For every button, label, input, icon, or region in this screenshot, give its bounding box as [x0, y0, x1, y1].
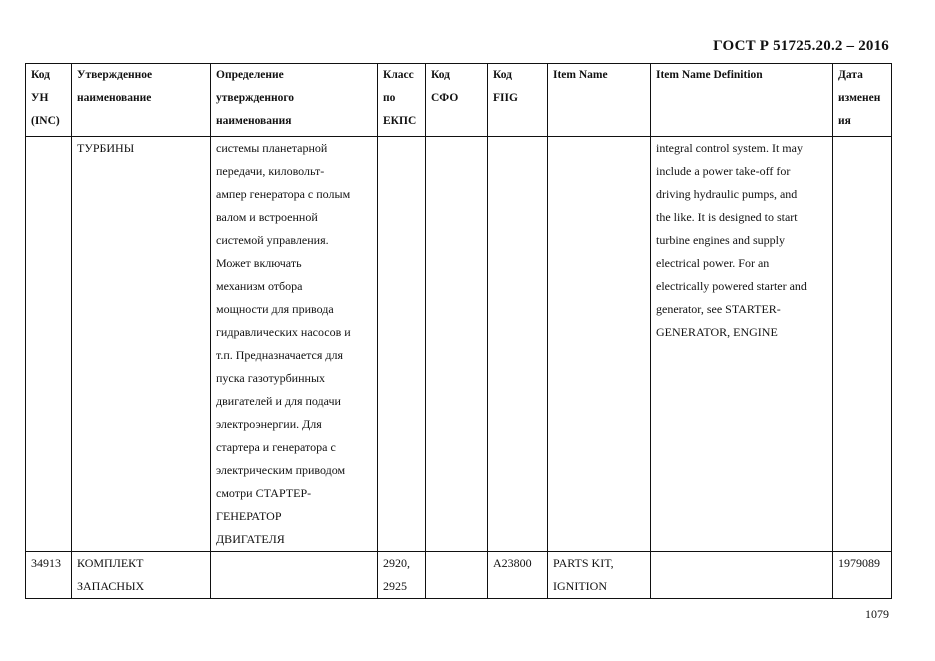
- col-header-fiig: Код FIIG: [488, 64, 548, 137]
- cell-text-line: смотри СТАРТЕР-: [216, 486, 312, 500]
- cell-text-line: мощности для привода: [216, 302, 334, 316]
- cell-text-line: электрическим приводом: [216, 463, 346, 477]
- cell-text-line: electrical power. For an: [656, 256, 770, 270]
- cell-text-line: PARTS KIT,: [553, 556, 614, 570]
- cell-item-definition: [651, 137, 833, 552]
- cell-text-line: системы планетарной: [216, 141, 328, 155]
- cell-text-line: ЗАПАСНЫХ: [77, 579, 145, 593]
- cell-text-line: generator, see STARTER-: [656, 302, 781, 316]
- cell-definition: [211, 552, 378, 599]
- cell-text-line: electrically powered starter and: [656, 279, 807, 293]
- cell-inc: [26, 552, 72, 599]
- cell-item-name: [548, 137, 651, 552]
- col-header-inc: Код УН (INC): [26, 64, 72, 137]
- cell-inc: [26, 137, 72, 552]
- cell-text-line: КОМПЛЕКТ: [77, 556, 144, 570]
- classification-table: [25, 63, 892, 599]
- cell-class: [378, 137, 426, 552]
- cell-text-line: пуска газотурбинных: [216, 371, 326, 385]
- cell-text-line: integral control system. It may: [656, 141, 803, 155]
- document-number: ГОСТ Р 51725.20.2 – 2016: [713, 38, 889, 54]
- cell-change-date: [833, 137, 892, 552]
- cell-approved-name: [72, 552, 211, 599]
- col-header-sfo: Код СФО: [426, 64, 488, 137]
- cell-text-line: ГЕНЕРАТОР: [216, 509, 282, 523]
- col-header-item-name-definition: Item Name Definition: [651, 64, 833, 137]
- cell-text-line: ампер генератора с полым: [216, 187, 351, 201]
- cell-text-line: include a power take-off for: [656, 164, 791, 178]
- cell-change-date: [833, 552, 892, 599]
- page-number: 1079: [865, 607, 889, 621]
- cell-definition: [211, 137, 378, 552]
- table-header-row: [26, 64, 892, 137]
- table-row: [26, 552, 892, 599]
- cell-text-line: системой управления.: [216, 233, 329, 247]
- cell-fiig: [488, 552, 548, 599]
- cell-item-definition: [651, 552, 833, 599]
- col-header-class: Класс по ЕКПС: [378, 64, 426, 137]
- cell-text-line: A23800: [493, 556, 532, 570]
- col-header-approved-name: Утвержденное наименование: [72, 64, 211, 137]
- cell-text-line: the like. It is designed to start: [656, 210, 798, 224]
- cell-text-line: turbine engines and supply: [656, 233, 785, 247]
- col-header-item-name: Item Name: [548, 64, 651, 137]
- col-header-change-date: Дата изменен ия: [833, 64, 892, 137]
- table-row: [26, 137, 892, 552]
- cell-text-line: гидравлических насосов и: [216, 325, 351, 339]
- cell-text-line: ТУРБИНЫ: [77, 141, 135, 155]
- cell-text-line: Может включать: [216, 256, 302, 270]
- cell-class: [378, 552, 426, 599]
- cell-text-line: 2925: [383, 579, 407, 593]
- cell-text-line: 2920,: [383, 556, 410, 570]
- cell-text-line: ДВИГАТЕЛЯ: [216, 532, 285, 546]
- col-header-definition: Определение утвержденного наименования: [211, 64, 378, 137]
- cell-sfo: [426, 552, 488, 599]
- cell-sfo: [426, 137, 488, 552]
- cell-text-line: т.п. Предназначается для: [216, 348, 343, 362]
- cell-text-line: двигателей и для подачи: [216, 394, 341, 408]
- cell-approved-name: [72, 137, 211, 552]
- cell-fiig: [488, 137, 548, 552]
- cell-text-line: стартера и генератора с: [216, 440, 336, 454]
- cell-text-line: GENERATOR, ENGINE: [656, 325, 778, 339]
- cell-item-name: [548, 552, 651, 599]
- cell-text-line: 1979089: [838, 556, 880, 570]
- cell-text-line: механизм отбора: [216, 279, 303, 293]
- cell-text-line: 34913: [31, 556, 61, 570]
- cell-text-line: валом и встроенной: [216, 210, 318, 224]
- cell-text-line: электроэнергии. Для: [216, 417, 322, 431]
- cell-text-line: передачи, киловольт-: [216, 164, 325, 178]
- cell-text-line: driving hydraulic pumps, and: [656, 187, 798, 201]
- cell-text-line: IGNITION: [553, 579, 607, 593]
